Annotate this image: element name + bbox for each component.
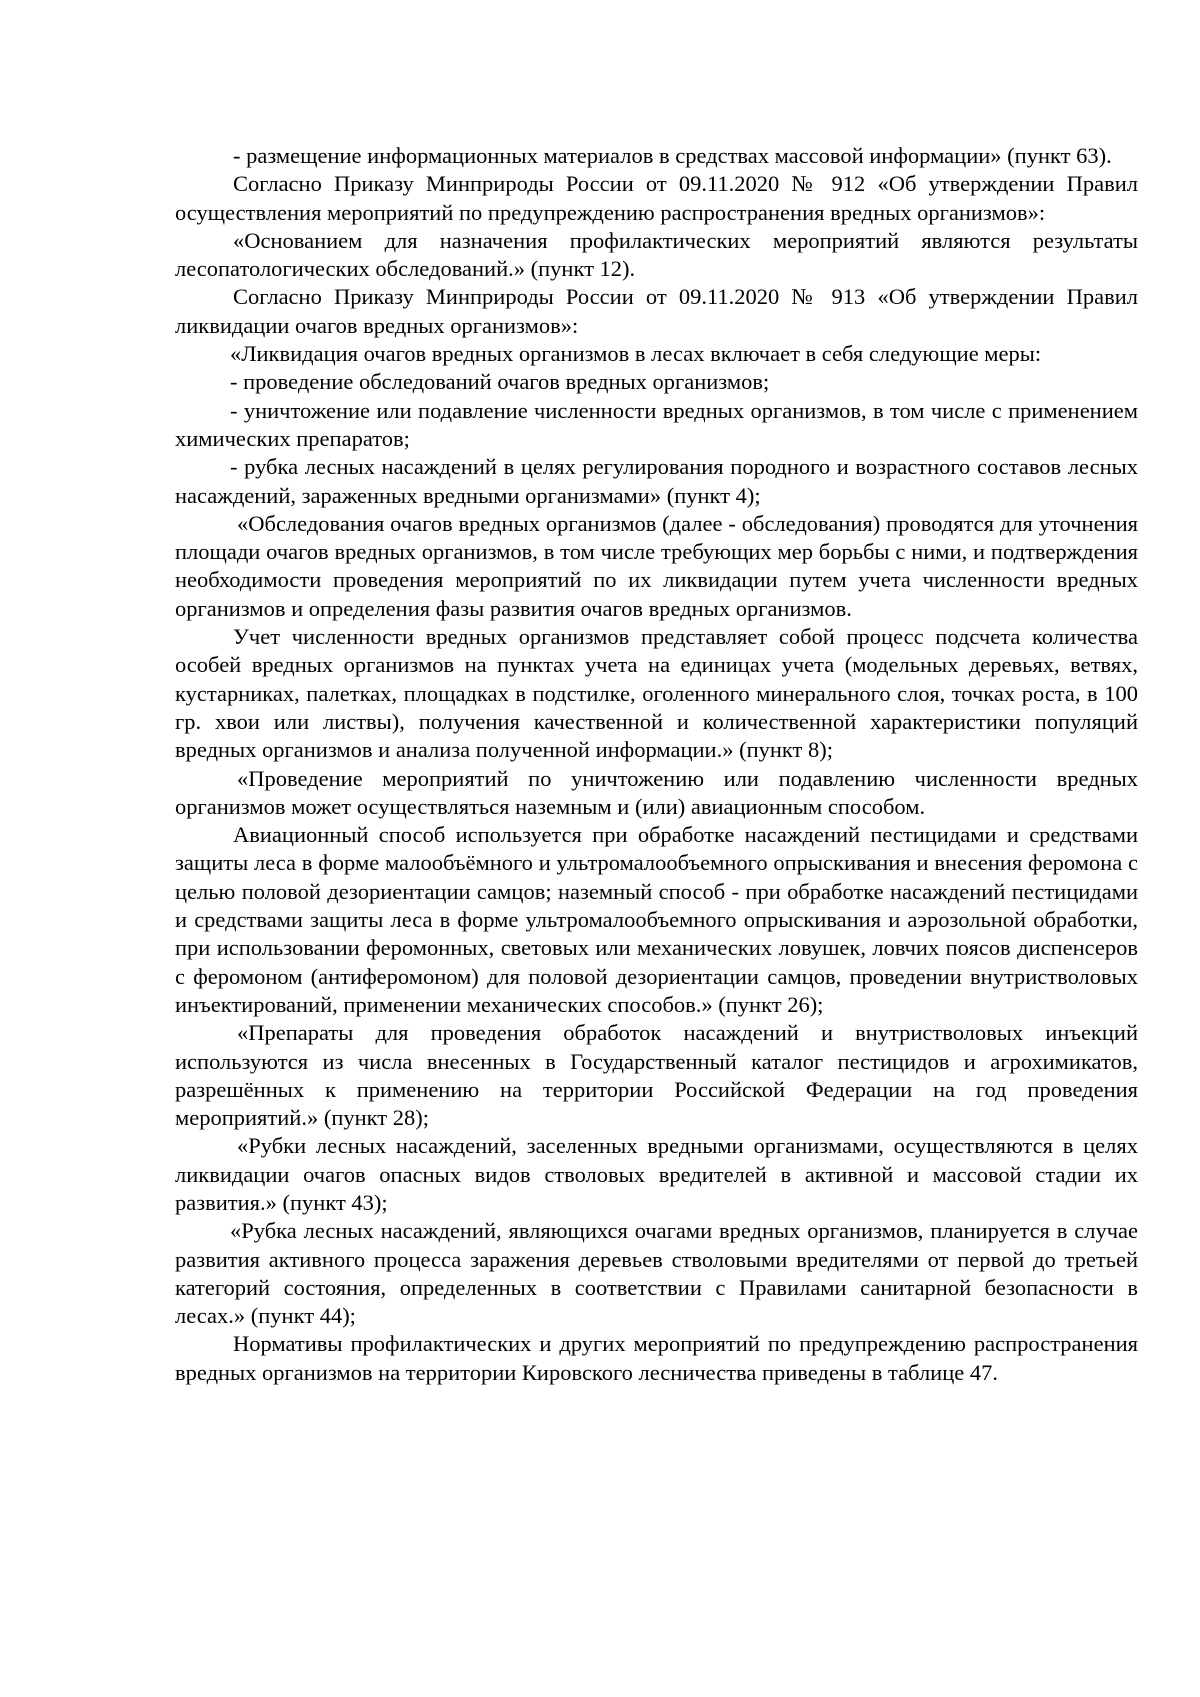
paragraph-table-reference: Нормативы профилактических и других мероприятий по предупреждению распространения вредных организмов на территории Кировского лесничества приведены в таблице 47. <box>175 1331 1138 1385</box>
list-item-felling: - рубка лесных насаждений в целях регулирования породного и возрастного составов лесных насаждений, зараженных вредными организмами» (пункт 4); <box>175 454 1138 508</box>
paragraph-media-materials: - размещение информационных материалов в средствах массовой информации» (пункт 63). <box>233 143 1112 168</box>
paragraph-felling-planning: «Рубка лесных насаждений, являющихся очагами вредных организмов, планируется в случае развития активного процесса заражения деревьев стволовыми вредителями от первой до третьей категорий состояния, определенных в соответствии с Правилами санитарной безопасности в лесах.» (пункт 44); <box>175 1218 1138 1329</box>
paragraph-ground-aviation: «Проведение мероприятий по уничтожению или подавлению численности вредных организмов может осуществляться наземным и (или) авиационным способом. <box>175 765 1138 819</box>
document-page <box>175 142 1138 1387</box>
paragraph-liquidation-measures: «Ликвидация очагов вредных организмов в лесах включает в себя следующие меры: <box>230 341 1042 367</box>
paragraph-preparations: «Препараты для проведения обработок насаждений и внутристволовых инъекций используются из числа внесенных в Государственный каталог пестицидов и агрохимикатов, разрешённых к применению на территории Российской Федерации на год проведения мероприятий.» (пункт 28); <box>175 1020 1138 1131</box>
paragraph-surveys-quote: «Обследования очагов вредных организмов (далее - обследования) проводятся для уточнения площади очагов вредных организмов, в том числе требующих мер борьбы с ними, и подтверждения необходимости проведения мероприятий по их ликвидации путем учета численности вредных организмов и определения фазы развития очагов вредных организмов. <box>175 510 1138 621</box>
paragraph-order-913-intro: Согласно Приказу Минприроды России от 09.11.2020 № 913 «Об утверждении Правил ликвидации очагов вредных организмов»: <box>175 284 1138 338</box>
list-item-destruction: - уничтожение или подавление численности вредных организмов, в том числе с применением химических препаратов; <box>175 397 1138 451</box>
list-item-surveys: - проведение обследований очагов вредных организмов; <box>230 369 770 395</box>
paragraph-population-count: Учет численности вредных организмов представляет собой процесс подсчета количества особей вредных организмов на пунктах учета на единицах учета (модельных деревьях, ветвях, кустарниках, палетках, площадках в подстилке, оголенного минерального слоя, точках роста, в 100 гр. хвои или листвы), получения качественной и количественной характеристики популяций вредных организмов и анализа полученной информации.» (пункт 8); <box>175 624 1138 763</box>
paragraph-order-912-intro: Согласно Приказу Минприроды России от 09.11.2020 № 912 «Об утверждении Правил осуществления мероприятий по предупреждению распространения вредных организмов»: <box>175 171 1138 225</box>
paragraph-aviation-method: Авиационный способ используется при обработке насаждений пестицидами и средствами защиты леса в форме малообъёмного и ультромалообъемного опрыскивания и внесения феромона с целью половой дезориентации самцов; наземный способ - при обработке насаждений пестицидами и средствами защиты леса в форме ультромалообъемного опрыскивания и аэрозольной обработки, при использовании феромонных, световых или механических ловушек, ловчих поясов диспенсеров с феромоном (антиферомоном) для половой дезориентации самцов, проведении внутристволовых инъектирований, применении механических способов.» (пункт 26); <box>175 822 1138 1017</box>
paragraph-order-912-quote: «Основанием для назначения профилактических мероприятий являются результаты лесопатологических обследований.» (пункт 12). <box>175 227 1138 282</box>
paragraph-infested-felling: «Рубки лесных насаждений, заселенных вредными организмами, осуществляются в целях ликвидации очагов опасных видов стволовых вредителей в активной и массовой стадии их развития.» (пункт 43); <box>175 1133 1138 1215</box>
